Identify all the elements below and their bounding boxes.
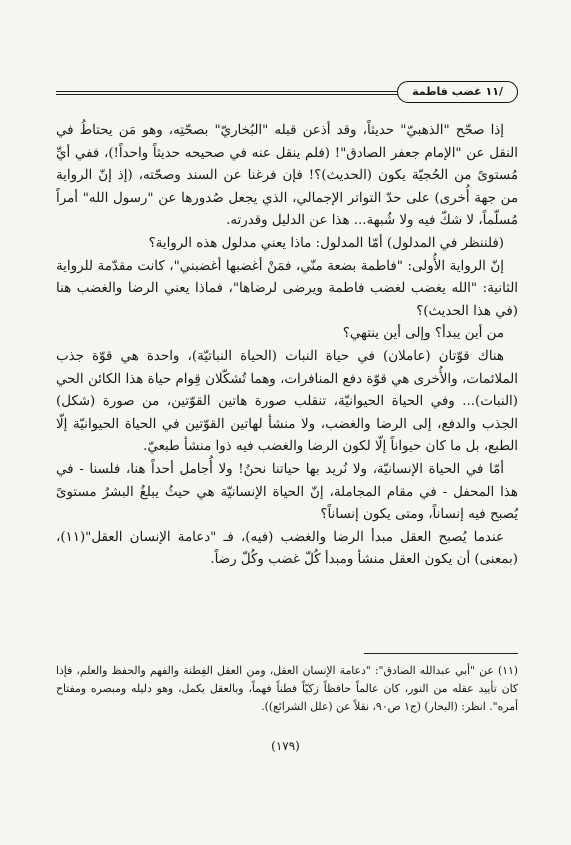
- running-title-badge: [397, 81, 518, 103]
- paragraph: أمّا في الحياة الإنسانيّة، ولا نُريد بها حياتنا نحنُ! ولا أُجامل أحداً هنا، فلسنا - في هذا المحفل - في مقام المجاملة، إنّ الحياة الإنسانيّة هي حيثُ يبلغُ البشرُ مستوىً يُصبح فيه إنساناً، ومتى يكون إنساناً؟: [56, 461, 518, 523]
- paragraph: هناك قوّتان (عاملان) في حياة النبات (الحياة النباتيّة)، واحدة هي قوّة جذب الملائمات، والأُخرى هي قوّة دفع المنافرات، وهما تُشكّلان قِوام حياة هذا الكائن الحي (النبات)... وفي الحياة الحيوانيّة، تنقلب صورة هاتين القوّتين، من صورة (شكل) الجذب والدفع، إلى الرضا والغضب، ولا منشأ لهاتين القوّتين في الحياة الحيوانيّة إلّا الطبع، بل ما كان حيواناً إلّا لكون الرضا والغضب فيه ذوا منشأ طبعيّ.: [56, 348, 518, 455]
- page-number: (١٧٩): [271, 739, 300, 753]
- paragraph: عندما يُصبح العقل مبدأ الرضا والغضب (فيه)، فـ "دعامة الإنسان العقل"(١١)، (بمعنى) أن يكون العقل منشأ ومبدأ كُلّ غضب وكُلّ رضاً.: [56, 529, 518, 568]
- paragraph: (فلننظر في المدلول) أمّا المدلول: ماذا يعني مدلول هذه الرواية؟: [148, 235, 504, 251]
- main-text: [56, 120, 518, 572]
- paragraph: من أين يبدأ؟ وإلى أين ينتهي؟: [342, 326, 504, 342]
- paragraph: إذا صحّح "الذهبيّ" حديثاً، وقد أذعن قبله "البُخاريّ" بصحّتِه، وهو مَن يحتاطُ في النقل عن "الإمام جعفر الصادق"! (فلم ينقل عنه في صحيحه حديثاً واحداً!)، ففي أيِّ مُستوىً من الحُجيّة يكون (الحديث)؟! فإن فرغنا عن السند وصحّته، (إذ إنّ الرواية من جهة أُخرى) على حدّ التواتر الإجمالي، الذي يجعل صُدورها عن "رسول الله" أمراً مُسلّماً، لا شكّ فيه ولا شُبهة... هذا عن الدليل وقدرته.: [56, 123, 518, 229]
- paragraph: إنّ الرواية الأُولى: "فاطمة بضعة منّي، فمَنْ أغضبها أغضبني"، كانت مقدّمة للرواية الثانية: "الله يغضب لغضب فاطمة ويرضى لرضاها"، فماذا يعني الرضا والغضب هنا (في هذا الحديث)؟: [56, 258, 518, 319]
- running-title: /١١ غضب فاطمة: [412, 85, 503, 98]
- running-header: [56, 81, 518, 103]
- footnote-separator: [364, 653, 518, 654]
- footnote: (١١) عن "أبي عبدالله الصادق": "دعامة الإنسان العقل، ومن العقل الفِطنة والفهم والحفظ والعلم، فإذا كان تأييد عقله من النور، كان عالماً حافظاً زكيّاً فطناً فهماً، وبالعقل يكمل، وهو دليله ومبصره ومفتاح أمره". انظر: (البحار) (ج١ ص٩٠، نقلاً عن (علل الشرائع)).: [56, 664, 518, 713]
